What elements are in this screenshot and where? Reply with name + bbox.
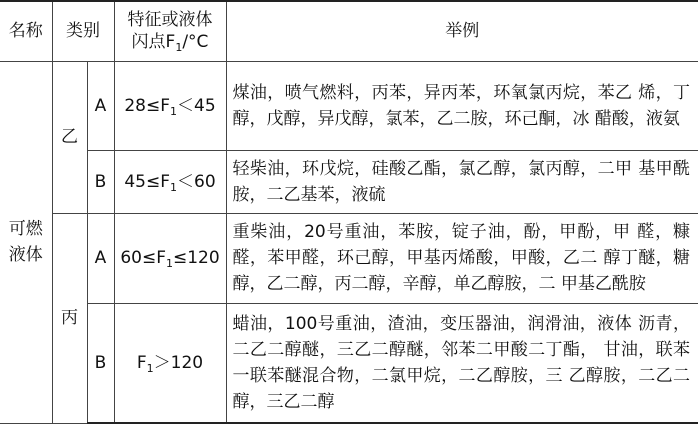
range-cell [114, 61, 226, 150]
range-post: ＜45 [177, 95, 216, 116]
range-cell [114, 150, 226, 213]
range-sub: 1 [170, 180, 177, 194]
examples-cell: 蜡油，100号重油，渣油，变压器油，润滑油，液体 沥青，二乙二醇醚，三乙二醇醚，邻苯二甲酸二丁酯， 甘油，联苯一联苯醚混合物，二氯甲烷，二乙醇胺，三 乙醇胺，二乙二醇，三乙二醇 [226, 303, 698, 423]
range-cell [114, 303, 226, 423]
subclass-cell: A [87, 213, 114, 303]
header-feature-line2-sub: 1 [175, 41, 183, 55]
range-sub: 1 [170, 104, 177, 118]
range-sub: 1 [165, 257, 173, 270]
examples-cell: 煤油，喷气燃料，丙苯，异丙苯，环氧氯丙烷，苯乙 烯，丁醇，戊醇，异戊醇，氯苯，乙二胺，环己酮，冰 醋酸，液氨 [226, 61, 698, 150]
header-feature [114, 1, 226, 61]
header-row [0, 1, 698, 61]
group-label: 可燃液体 [8, 219, 43, 265]
range-cell [114, 213, 226, 303]
range-post: ＞120 [153, 352, 204, 373]
header-feature-line2-pre: 闪点F [131, 32, 176, 53]
subclass-cell: B [87, 150, 114, 213]
range-pre: 45≤F [124, 171, 170, 192]
range-post: ≤120 [172, 248, 220, 268]
header-examples: 举例 [226, 1, 698, 61]
examples-cell: 轻柴油，环戊烷，硅酸乙酯，氯乙醇，氯丙醇，二甲 基甲酰胺，二乙基苯，液硫 [226, 150, 698, 213]
group-cell [0, 61, 52, 423]
header-feature-line1: 特征或液体 [127, 10, 213, 31]
class-cell: 乙 [52, 61, 87, 213]
table-row [0, 213, 698, 303]
range-post: ＜60 [177, 171, 216, 192]
class-cell: 丙 [52, 213, 87, 423]
header-feature-line2-post: /°C [182, 32, 209, 53]
range-sub: 1 [146, 361, 154, 375]
range-pre: F [136, 352, 147, 373]
subclass-cell: A [87, 61, 114, 150]
table-row [0, 303, 698, 423]
header-category: 类别 [52, 1, 114, 61]
range-pre: 28≤F [124, 95, 170, 116]
subclass-cell: B [87, 303, 114, 423]
table-row [0, 61, 698, 150]
table-row [0, 150, 698, 213]
range-pre: 60≤F [120, 248, 166, 268]
examples-cell: 重柴油，20号重油，苯胺，锭子油，酚，甲酚，甲 醛，糠醛，苯甲醛，环己醇，甲基丙烯酸，甲酸，乙二 醇丁醚，糖醇，乙二醇，丙二醇，辛醇，单乙醇胺，二 甲基乙酰胺 [226, 213, 698, 303]
header-name: 名称 [0, 1, 52, 61]
